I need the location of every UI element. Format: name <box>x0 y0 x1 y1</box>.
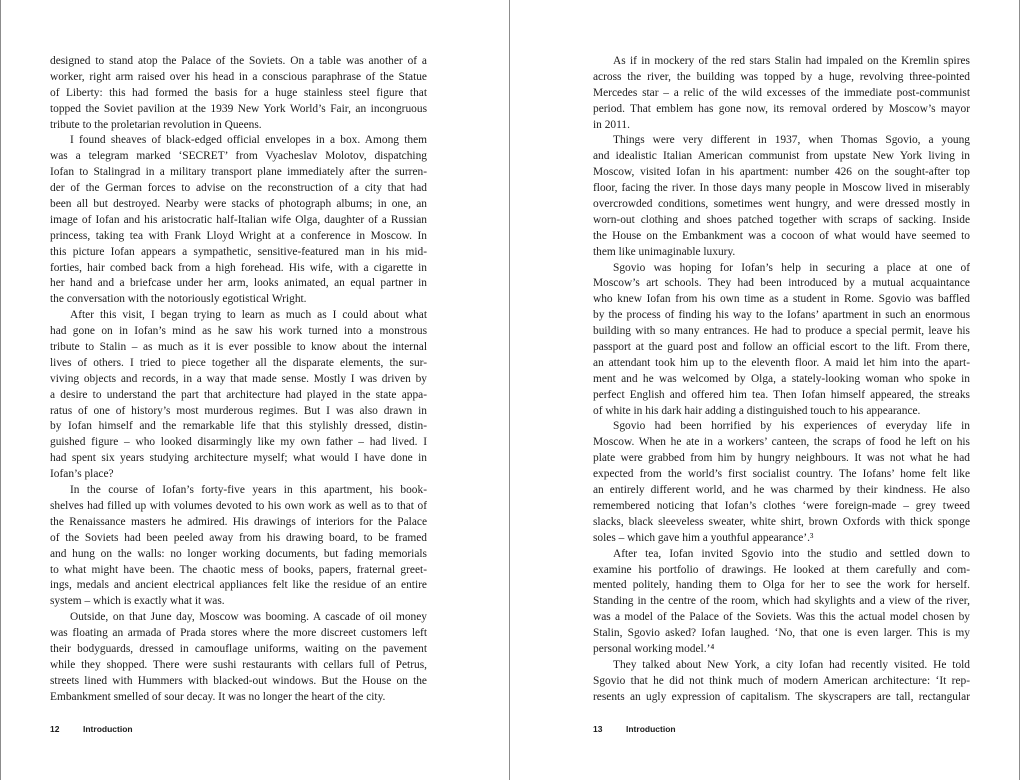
text-line: had gone on in Iofan’s mind as he saw his work turned into a monstrous <box>50 325 427 338</box>
text-line: Stalin, Sgovio asked? Iofan laughed. ‘No, that one is even larger. This is my <box>593 627 970 640</box>
text-line: Things were very different in 1937, when Thomas Sgovio, a young <box>613 134 970 147</box>
text-line: in 2011. <box>593 118 630 131</box>
text-line: was a telegram marked ‘SECRET’ from Vyacheslav Molotov, dispatching <box>50 150 427 163</box>
text-line: forties, hair combed back from a high forehead. His wife, with a cigarette in <box>50 261 427 274</box>
running-head: Introduction <box>83 724 133 734</box>
paragraph <box>593 261 970 420</box>
text-line: resents an ugly expression of capitalism. The skyscrapers are tall, rectangular <box>593 690 970 703</box>
text-line: overcrowded conditions, sometimes went hungry, and were dressed mostly in <box>593 198 970 211</box>
text-line: by Iofan himself and the remarkable life that this stylishly dressed, distin- <box>50 420 427 433</box>
text-line: the Renaissance masters he admired. His drawings of interiors for the Palace <box>50 515 427 528</box>
text-line: this picture Iofan appears a sympathetic, sensitive-featured man in his mid- <box>50 245 427 258</box>
text-line: streets lined with Hummers with blacked-out windows. But the House on the <box>50 674 427 687</box>
text-line: floor, facing the river. In those days many people in Moscow lived in miserably <box>593 182 970 195</box>
text-line: examine his portfolio of drawings. He looked at them carefully and com- <box>593 563 970 576</box>
text-line: viving objects and records, in a way that made sense. Mostly I was driven by <box>50 372 427 385</box>
text-line: building with so many entrances. He had to produce a special permit, leave his <box>593 325 970 338</box>
text-line: had spent six years studying architecture myself; what would I have done in <box>50 452 427 465</box>
text-line: worker, right arm raised over his head in a conscious paraphrase of the Statue <box>50 70 427 83</box>
text-line: In the course of Iofan’s forty-five years in this apartment, his book- <box>70 484 427 497</box>
left-page-footer <box>50 724 133 734</box>
text-line: After this visit, I began trying to learn as much as I could about what <box>70 309 427 322</box>
text-line: guished figure – who looked disarmingly like my own father – had lived. I <box>50 436 427 449</box>
text-line: princess, taking tea with Frank Lloyd Wright at a conference in Moscow. In <box>50 229 427 242</box>
text-line: designed to stand atop the Palace of the Soviets. On a table was another of a <box>50 55 427 67</box>
text-line: of white in his dark hair adding a distinguished touch to his appearance. <box>593 404 921 417</box>
text-line: been all but destroyed. Nearby were stacks of photograph albums; in one, an <box>50 198 427 211</box>
page-number: 13 <box>593 724 603 734</box>
text-line: Outside, on that June day, Moscow was booming. A cascade of oil money <box>70 611 427 624</box>
paragraph <box>593 547 970 658</box>
text-line: worn-out clothing and shoes patched together with scraps of sacking. Inside <box>593 213 970 226</box>
text-line: period. That emblem has gone now, its removal ordered by Moscow’s mayor <box>593 102 970 115</box>
text-line: mented politely, handing them to Olga for her to see the work for herself. <box>593 579 970 592</box>
right-page-text <box>593 54 970 706</box>
text-line: topped the Soviet pavilion at the 1939 New York World’s Fair, an incongruous <box>50 102 427 115</box>
text-line: Standing in the centre of the room, which had skylights and a view of the river, <box>593 595 970 608</box>
text-line: soles – which gave him a youthful appearance’.³ <box>593 531 814 544</box>
text-line: Moscow’s art schools. They had been introduced by a mutual acquaintance <box>593 277 970 290</box>
text-line: a desire to understand the part that architecture had played in the state appa- <box>50 388 427 401</box>
paragraph <box>50 483 427 610</box>
text-line: They talked about New York, a city Iofan had recently visited. He told <box>613 658 970 671</box>
text-line: der of the German forces to advise on the reconstruction of a city that had <box>50 182 427 195</box>
text-line: across the river, the building was topped by a huge, revolving three-pointed <box>593 70 970 83</box>
text-line: was a model of the Palace of the Soviets. Was this the actual model chosen by <box>593 611 970 624</box>
text-line: After tea, Iofan invited Sgovio into the studio and settled down to <box>613 547 970 560</box>
text-line: and hung on the walls: no longer working documents, but fading memorials <box>50 547 427 560</box>
running-head: Introduction <box>626 724 676 734</box>
text-line: Mercedes star – a relic of the wild excesses of the immediate post-communist <box>593 86 970 99</box>
text-line: Embankment smelled of sour decay. It was no longer the heart of the city. <box>50 690 386 703</box>
text-line: Iofan to Stalingrad in a military transport plane immediately after the surren- <box>50 166 427 179</box>
text-line: passport at the guard post and follow an official escort to the lift. From there, <box>593 341 970 354</box>
text-line: of the Soviets had been peeled away from his drawing board, to be framed <box>50 531 427 544</box>
text-line: was floating an armada of Prada stores where the more discreet customers left <box>50 627 427 640</box>
text-line: ment and he was welcomed by Olga, a stately-looking woman who spoke in <box>593 372 970 385</box>
text-line: Sgovio had been horrified by his experiences of everyday life in <box>613 420 970 433</box>
text-line: Moscow. When he ate in a workers’ canteen, the scraps of food he left on his <box>593 436 970 449</box>
text-line: Iofan’s place? <box>50 468 114 481</box>
text-line: lives of others. I tried to piece together all the disparate elements, the sur- <box>50 356 427 369</box>
paragraph <box>50 54 427 133</box>
paragraph <box>593 54 970 133</box>
text-line: expected from the world’s first socialist country. The Iofans’ home felt like <box>593 468 970 481</box>
text-line: who knew Iofan from his own time as a student in Rome. Sgovio was baffled <box>593 293 970 306</box>
page-number: 12 <box>50 724 60 734</box>
text-line: image of Iofan and his aristocratic half-Italian wife Olga, daughter of a Russian <box>50 213 427 226</box>
text-line: tribute to Stalin – as much as it is ever possible to know about the internal <box>50 341 427 354</box>
paragraph <box>593 658 970 706</box>
text-line: As if in mockery of the red stars Stalin had impaled on the Kremlin spires <box>613 55 970 67</box>
text-line: plate were grabbed from him by hungry neighbours. It was not what he had <box>593 452 970 465</box>
paragraph <box>50 308 427 483</box>
text-line: them like unimaginable luxury. <box>593 245 736 258</box>
text-line: ratus of one of history’s most murderous regimes. But I was also drawn in <box>50 404 427 417</box>
text-line: ings, medals and ancient electrical appliances felt like the residue of an entire <box>50 579 427 592</box>
text-line: Moscow, visited Iofan in his apartment: number 426 on the sought-after top <box>593 166 970 179</box>
paragraph <box>593 133 970 260</box>
text-line: system – which is exactly what it was. <box>50 595 225 608</box>
text-line: the House on the Embankment was a cocoon of what would have seemed to <box>593 229 970 242</box>
text-line: perfect English and offered him tea. Then Iofan himself appeared, the streaks <box>593 388 970 401</box>
text-line: remembered noticing that Iofan’s clothes ‘were foreign-made – grey tweed <box>593 499 970 512</box>
text-line: slacks, black sleeveless sweater, white shirt, brown Oxfords with thick sponge <box>593 515 970 528</box>
text-line: Sgovio that he did not think much of modern American architecture: ‘It rep- <box>593 674 970 687</box>
paragraph <box>50 610 427 705</box>
text-line: and idealistic Italian American communist from upstate New York living in <box>593 150 970 163</box>
text-line: of Liberty: this had formed the basis for a huge stainless steel figure that <box>50 86 427 99</box>
left-page-text <box>50 54 427 706</box>
text-line: an attendant took him up to the eleventh floor. A maid let him into the apart- <box>593 356 970 369</box>
text-line: her hand and a briefcase under her arm, looks animated, an equal partner in <box>50 277 427 290</box>
right-page <box>510 0 1020 780</box>
text-line: by the process of finding his way to the Iofans’ apartment in such an enormous <box>593 309 970 322</box>
paragraph <box>50 133 427 308</box>
text-line: Sgovio was hoping for Iofan’s help in securing a place at one of <box>613 261 970 274</box>
right-page-footer <box>593 724 676 734</box>
text-line: personal working model.’⁴ <box>593 642 715 655</box>
text-line: the conversation with the notoriously egotistical Wright. <box>50 293 307 306</box>
text-line: to what might have been. The chaotic mess of books, papers, fraternal greet- <box>50 563 427 576</box>
text-line: an entirely different world, and he was charmed by their kindness. He also <box>593 484 970 497</box>
paragraph <box>593 419 970 546</box>
text-line: I found sheaves of black-edged official envelopes in a box. Among them <box>70 134 427 147</box>
text-line: tribute to the proletarian revolution in Queens. <box>50 118 262 131</box>
text-line: their bodyguards, dressed in camouflage uniforms, waiting on the pavement <box>50 642 427 655</box>
text-line: while they shopped. There were sushi restaurants with cellars full of Petrus, <box>50 658 427 671</box>
text-line: shelves had filled up with volumes devoted to his own work as well as to that of <box>50 499 427 512</box>
